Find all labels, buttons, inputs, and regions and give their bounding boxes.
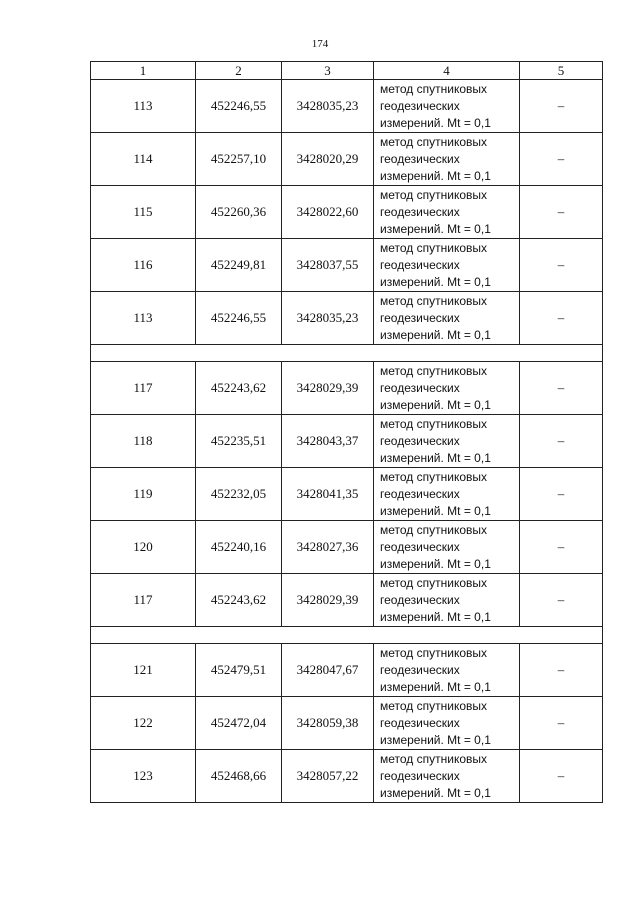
- point-number-cell: 113: [91, 292, 196, 345]
- table-row: [91, 468, 603, 521]
- note-cell: –: [520, 186, 603, 239]
- x-coordinate-cell: 452257,10: [196, 133, 282, 186]
- table-header-row: [91, 62, 603, 80]
- note-cell: –: [520, 133, 603, 186]
- note-cell: –: [520, 292, 603, 345]
- table-row: [91, 750, 603, 803]
- x-coordinate-cell: 452479,51: [196, 644, 282, 697]
- x-coordinate-cell: 452243,62: [196, 574, 282, 627]
- method-line: измерений. Mt = 0,1: [380, 785, 491, 800]
- method-line: измерений. Mt = 0,1: [380, 397, 491, 412]
- x-coordinate-cell: 452243,62: [196, 362, 282, 415]
- note-cell: –: [520, 468, 603, 521]
- note-cell: –: [520, 644, 603, 697]
- table-row: [91, 574, 603, 627]
- table-row: [91, 697, 603, 750]
- table-body: [91, 80, 603, 803]
- note-cell: –: [520, 750, 603, 803]
- method-line: метод спутниковых: [380, 645, 488, 660]
- x-coordinate-cell: 452472,04: [196, 697, 282, 750]
- point-number-cell: 121: [91, 644, 196, 697]
- note-cell: –: [520, 239, 603, 292]
- x-coordinate-cell: 452246,55: [196, 292, 282, 345]
- method-line: измерений. Mt = 0,1: [380, 503, 491, 518]
- x-coordinate-cell: 452249,81: [196, 239, 282, 292]
- method-line: геодезических: [380, 486, 460, 501]
- header-col-1: 1: [91, 62, 196, 80]
- x-coordinate-cell: 452246,55: [196, 80, 282, 133]
- y-coordinate-cell: 3428022,60: [282, 186, 374, 239]
- method-cell: [374, 186, 520, 239]
- method-cell: [374, 239, 520, 292]
- method-line: измерений. Mt = 0,1: [380, 732, 491, 747]
- table-row: [91, 186, 603, 239]
- method-cell: [374, 697, 520, 750]
- method-line: измерений. Mt = 0,1: [380, 556, 491, 571]
- y-coordinate-cell: 3428029,39: [282, 574, 374, 627]
- method-cell: [374, 292, 520, 345]
- note-cell: –: [520, 521, 603, 574]
- x-coordinate-cell: 452235,51: [196, 415, 282, 468]
- method-cell: [374, 415, 520, 468]
- method-cell: [374, 133, 520, 186]
- method-line: геодезических: [380, 539, 460, 554]
- method-line: измерений. Mt = 0,1: [380, 609, 491, 624]
- method-line: метод спутниковых: [380, 293, 488, 308]
- method-line: геодезических: [380, 257, 460, 272]
- table-row: [91, 521, 603, 574]
- method-cell: [374, 521, 520, 574]
- table-row: [91, 133, 603, 186]
- method-line: метод спутниковых: [380, 363, 488, 378]
- method-line: измерений. Mt = 0,1: [380, 450, 491, 465]
- method-cell: [374, 644, 520, 697]
- x-coordinate-cell: 452232,05: [196, 468, 282, 521]
- method-line: метод спутниковых: [380, 134, 488, 149]
- point-number-cell: 119: [91, 468, 196, 521]
- y-coordinate-cell: 3428027,36: [282, 521, 374, 574]
- method-line: геодезических: [380, 662, 460, 677]
- point-number-cell: 115: [91, 186, 196, 239]
- header-col-2: 2: [196, 62, 282, 80]
- method-line: геодезических: [380, 204, 460, 219]
- point-number-cell: 120: [91, 521, 196, 574]
- header-col-3: 3: [282, 62, 374, 80]
- method-line: геодезических: [380, 310, 460, 325]
- table-row: [91, 644, 603, 697]
- y-coordinate-cell: 3428020,29: [282, 133, 374, 186]
- x-coordinate-cell: 452468,66: [196, 750, 282, 803]
- method-cell: [374, 574, 520, 627]
- method-line: метод спутниковых: [380, 469, 488, 484]
- page-number: 174: [311, 38, 329, 50]
- y-coordinate-cell: 3428047,67: [282, 644, 374, 697]
- point-number-cell: 122: [91, 697, 196, 750]
- y-coordinate-cell: 3428035,23: [282, 292, 374, 345]
- method-cell: [374, 750, 520, 803]
- method-line: измерений. Mt = 0,1: [380, 115, 491, 130]
- y-coordinate-cell: 3428043,37: [282, 415, 374, 468]
- header-col-5: 5: [520, 62, 603, 80]
- method-line: измерений. Mt = 0,1: [380, 168, 491, 183]
- method-cell: [374, 468, 520, 521]
- y-coordinate-cell: 3428037,55: [282, 239, 374, 292]
- method-line: геодезических: [380, 151, 460, 166]
- group-separator-row: [91, 345, 603, 362]
- header-col-4: 4: [374, 62, 520, 80]
- method-line: метод спутниковых: [380, 240, 488, 255]
- x-coordinate-cell: 452260,36: [196, 186, 282, 239]
- method-line: геодезических: [380, 592, 460, 607]
- table-row: [91, 362, 603, 415]
- y-coordinate-cell: 3428035,23: [282, 80, 374, 133]
- method-line: метод спутниковых: [380, 751, 488, 766]
- table-row: [91, 239, 603, 292]
- group-separator: [91, 627, 603, 644]
- method-line: геодезических: [380, 98, 460, 113]
- note-cell: –: [520, 415, 603, 468]
- group-separator: [91, 345, 603, 362]
- method-line: метод спутниковых: [380, 187, 488, 202]
- point-number-cell: 117: [91, 574, 196, 627]
- coordinates-table: [90, 61, 603, 803]
- note-cell: –: [520, 697, 603, 750]
- method-line: геодезических: [380, 433, 460, 448]
- y-coordinate-cell: 3428057,22: [282, 750, 374, 803]
- method-cell: [374, 80, 520, 133]
- method-line: измерений. Mt = 0,1: [380, 679, 491, 694]
- method-line: метод спутниковых: [380, 416, 488, 431]
- method-line: метод спутниковых: [380, 81, 488, 96]
- point-number-cell: 114: [91, 133, 196, 186]
- point-number-cell: 123: [91, 750, 196, 803]
- method-line: измерений. Mt = 0,1: [380, 274, 491, 289]
- y-coordinate-cell: 3428041,35: [282, 468, 374, 521]
- method-line: метод спутниковых: [380, 522, 488, 537]
- x-coordinate-cell: 452240,16: [196, 521, 282, 574]
- method-cell: [374, 362, 520, 415]
- group-separator-row: [91, 627, 603, 644]
- point-number-cell: 113: [91, 80, 196, 133]
- method-line: геодезических: [380, 380, 460, 395]
- note-cell: –: [520, 362, 603, 415]
- note-cell: –: [520, 80, 603, 133]
- table-row: [91, 80, 603, 133]
- note-cell: –: [520, 574, 603, 627]
- table-row: [91, 292, 603, 345]
- y-coordinate-cell: 3428029,39: [282, 362, 374, 415]
- method-line: геодезических: [380, 768, 460, 783]
- method-line: геодезических: [380, 715, 460, 730]
- y-coordinate-cell: 3428059,38: [282, 697, 374, 750]
- method-line: измерений. Mt = 0,1: [380, 327, 491, 342]
- point-number-cell: 116: [91, 239, 196, 292]
- method-line: метод спутниковых: [380, 698, 488, 713]
- point-number-cell: 118: [91, 415, 196, 468]
- method-line: измерений. Mt = 0,1: [380, 221, 491, 236]
- point-number-cell: 117: [91, 362, 196, 415]
- method-line: метод спутниковых: [380, 575, 488, 590]
- table-row: [91, 415, 603, 468]
